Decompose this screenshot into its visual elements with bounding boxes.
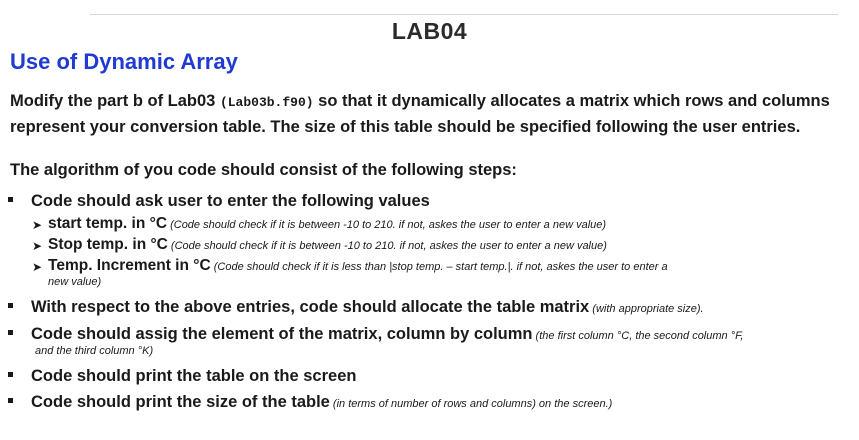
bullet-note-continued: and the third column °K): [35, 345, 154, 357]
bullet-text: Code should ask user to enter the following values: [31, 192, 430, 210]
arrow-bullet-icon: ➤: [32, 218, 43, 232]
square-bullet-icon: [8, 330, 13, 335]
top-divider: [90, 14, 838, 15]
arrow-bullet-icon: ➤: [32, 239, 43, 253]
square-bullet-icon: [8, 372, 13, 377]
bullet-text: Code should print the size of the table: [31, 393, 330, 411]
bullet-print-size: [8, 393, 848, 412]
bullet-note: (the first column °C, the second column °F,: [532, 330, 744, 342]
bullet-note: (in terms of number of rows and columns) on the screen.): [329, 398, 613, 410]
bullet-assign-elements: [8, 325, 848, 358]
bullet-print-table: [8, 367, 848, 386]
sub-bullet-increment: [32, 258, 847, 290]
bullet-allocate-matrix: [8, 298, 848, 317]
section-heading: Use of Dynamic Array: [10, 49, 238, 74]
bullet-text: With respect to the above entries, code should allocate the table matrix: [31, 298, 590, 316]
page-title: LAB04: [391, 18, 468, 44]
square-bullet-icon: [8, 303, 13, 308]
algorithm-heading: The algorithm of you code should consist of the following steps:: [10, 161, 517, 179]
bullet-ask-values: [8, 192, 848, 211]
intro-text-1: Modify the part b of Lab03: [10, 92, 220, 110]
sub-bullet-label: Stop temp. in °C: [48, 236, 168, 253]
square-bullet-icon: [8, 197, 13, 202]
sub-bullet-note: (Code should check if it is between -10 to 210. if not, askes the user to enter a new value): [167, 240, 607, 252]
sub-bullet-stop-temp: [32, 237, 847, 255]
bullet-text: Code should assig the element of the matrix, column by column: [31, 325, 533, 343]
intro-text-2: so that it dynamically allocates a matrix which rows and columns represent your conversion table. The size of this table should be specified following the user entries.: [10, 92, 830, 136]
sub-bullet-label: Temp. Increment in °C: [48, 257, 211, 274]
sub-bullet-note-continued: new value): [48, 276, 102, 288]
sub-bullet-note: (Code should check if it is between -10 to 210. if not, askes the user to enter a new value): [167, 219, 607, 231]
intro-code-filename: (Lab03b.f90): [219, 95, 314, 110]
sub-bullet-label: start temp. in °C: [48, 215, 168, 232]
bullet-text: Code should print the table on the screen: [31, 367, 357, 385]
sub-bullet-start-temp: [32, 216, 847, 234]
arrow-bullet-icon: ➤: [32, 260, 43, 274]
bullet-note: (with appropriate size).: [589, 303, 704, 315]
square-bullet-icon: [8, 398, 13, 403]
sub-bullet-note: (Code should check if it is less than |stop temp. – start temp.|. if not, askes the user to enter a: [210, 261, 668, 273]
intro-paragraph: [10, 89, 845, 139]
